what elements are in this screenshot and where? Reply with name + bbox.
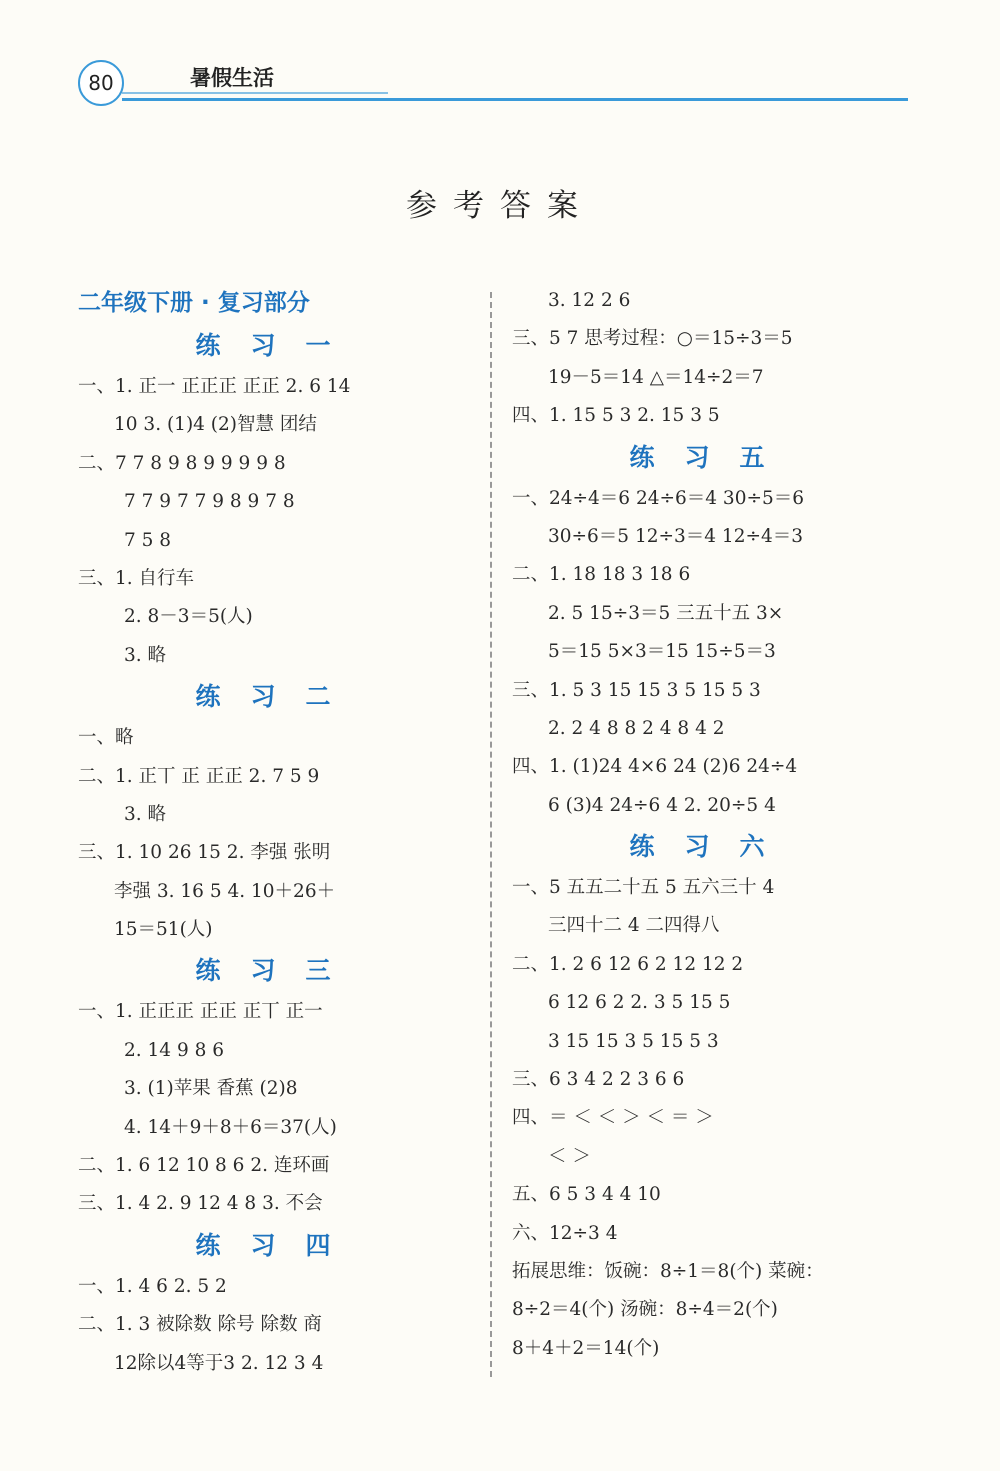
exercise-title: 练习六 xyxy=(629,832,795,862)
answer-line: 一、1. 正⼀ 正正正 正正 2. 6 14 xyxy=(78,376,351,397)
answer-line: 8＋4＋2＝14(个) xyxy=(512,1337,660,1359)
answer-line: 三、6 3 4 2 2 3 6 6 xyxy=(512,1069,685,1091)
answer-line: 4. 14＋9＋8＋6＝37(人) xyxy=(124,1116,337,1138)
answer-line: 四、1. (1)24 4×6 24 (2)6 24÷4 xyxy=(512,756,798,778)
answer-line: 2. 14 9 8 6 xyxy=(124,1039,225,1061)
answer-line: 三、1. 10 26 15 2. 李强 张明 xyxy=(78,842,331,864)
answer-line: 三、1. 4 2. 9 12 4 8 3. 不会 xyxy=(78,1193,323,1215)
exercise-title: 练习三 xyxy=(195,956,361,986)
answer-line: 一、1. 4 6 2. 5 2 xyxy=(78,1275,227,1297)
answer-line: 3. 略 xyxy=(124,644,167,666)
answer-line: 三、1. 5 3 15 15 3 5 15 5 3 xyxy=(512,679,761,701)
exercise-title: 练习一 xyxy=(195,331,361,360)
answer-line: 二、7 7 8 9 8 9 9 9 9 8 xyxy=(78,452,286,474)
answer-line: 五、6 5 3 4 4 10 xyxy=(512,1184,661,1206)
column-divider xyxy=(490,292,492,1377)
answer-line: 2. 2 4 8 8 2 4 8 4 2 xyxy=(548,717,725,739)
answer-line: 三、1. 自行车 xyxy=(78,567,195,589)
answer-line: 二、1. 6 12 10 8 6 2. 连环画 xyxy=(78,1155,330,1177)
answer-line: 二、1. 18 18 3 18 6 xyxy=(512,564,691,586)
answer-line: 二、1. 2 6 12 6 2 12 12 2 xyxy=(512,953,744,975)
answer-line: 2. 5 15÷3＝5 三五十五 3× xyxy=(548,602,784,624)
right-column xyxy=(512,282,912,1368)
answer-line: 3 15 15 3 5 15 5 3 xyxy=(548,1030,719,1052)
page-header xyxy=(78,58,908,108)
answer-line: 15＝51(人) xyxy=(114,919,213,941)
answer-line: 7 7 9 7 7 9 8 9 7 8 xyxy=(124,491,295,513)
doc-title: 参考答案 xyxy=(406,188,594,224)
header-accent-line xyxy=(122,92,388,94)
answer-line: 3. 略 xyxy=(124,803,167,825)
exercise-title: 练习五 xyxy=(629,442,795,472)
answer-line: 拓展思维：饭碗：8÷1＝8(个) 菜碗： xyxy=(512,1260,824,1282)
answer-line: 12除以4等于3 2. 12 3 4 xyxy=(114,1352,324,1374)
answer-line: 6 12 6 2 2. 3 5 15 5 xyxy=(548,992,731,1014)
header-rule xyxy=(122,98,908,101)
answer-line: 8÷2＝4(个) 汤碗：8÷4＝2(个) xyxy=(512,1299,778,1321)
answer-line: 3. (1)苹果 香蕉 (2)8 xyxy=(124,1078,298,1100)
section-title: 二年级下册 · 复习部分 xyxy=(78,290,310,316)
answer-line: 5＝15 5×3＝15 15÷5＝3 xyxy=(548,641,776,663)
answer-line: 10 3. (1)4 (2)智慧 团结 xyxy=(114,414,317,436)
answer-line: 四、1. 15 5 3 2. 15 3 5 xyxy=(512,405,720,427)
answer-line: 一、1. 正正正 正正 正丅 正⼀ xyxy=(78,1001,323,1023)
answer-line: 四、＝ ＜ ＜ ＞ ＜ ＝ ＞ xyxy=(512,1107,714,1129)
answer-line: 李强 3. 16 5 4. 10＋26＋ xyxy=(114,880,336,902)
page-number-badge: 80 xyxy=(78,60,124,106)
exercise-title: 练习二 xyxy=(195,682,361,712)
answer-line: 6 (3)4 24÷6 4 2. 20÷5 4 xyxy=(548,794,776,816)
header-title: 暑假生活 xyxy=(190,66,274,90)
answer-line: 六、12÷3 4 xyxy=(512,1222,618,1244)
answer-line: 3. 12 2 6 xyxy=(548,290,631,311)
answer-line: 30÷6＝5 12÷3＝4 12÷4＝3 xyxy=(548,525,804,547)
exercise-title: 练习四 xyxy=(195,1230,361,1260)
answer-line: 一、略 xyxy=(78,727,134,749)
answer-line: 一、24÷4＝6 24÷6＝4 30÷5＝6 xyxy=(512,487,805,509)
answer-line: 7 5 8 xyxy=(124,529,172,551)
answer-line: 二、1. 正丅 正 正正 2. 7 5 9 xyxy=(78,765,320,787)
answer-line: 19－5＝14 △＝14÷2＝7 xyxy=(548,366,764,388)
answer-line: 一、5 五五二十五 5 五六三十 4 xyxy=(512,877,775,899)
answer-line: 二、1. 3 被除数 除号 除数 商 xyxy=(78,1314,322,1336)
answer-line: ＜ ＞ xyxy=(548,1145,591,1167)
answer-line: 三、5 7 思考过程：○＝15÷3＝5 xyxy=(512,328,793,350)
answer-line: 三四十二 4 二四得八 xyxy=(548,915,720,937)
answer-line: 2. 8－3＝5(人) xyxy=(124,606,253,628)
left-column xyxy=(78,282,478,1383)
